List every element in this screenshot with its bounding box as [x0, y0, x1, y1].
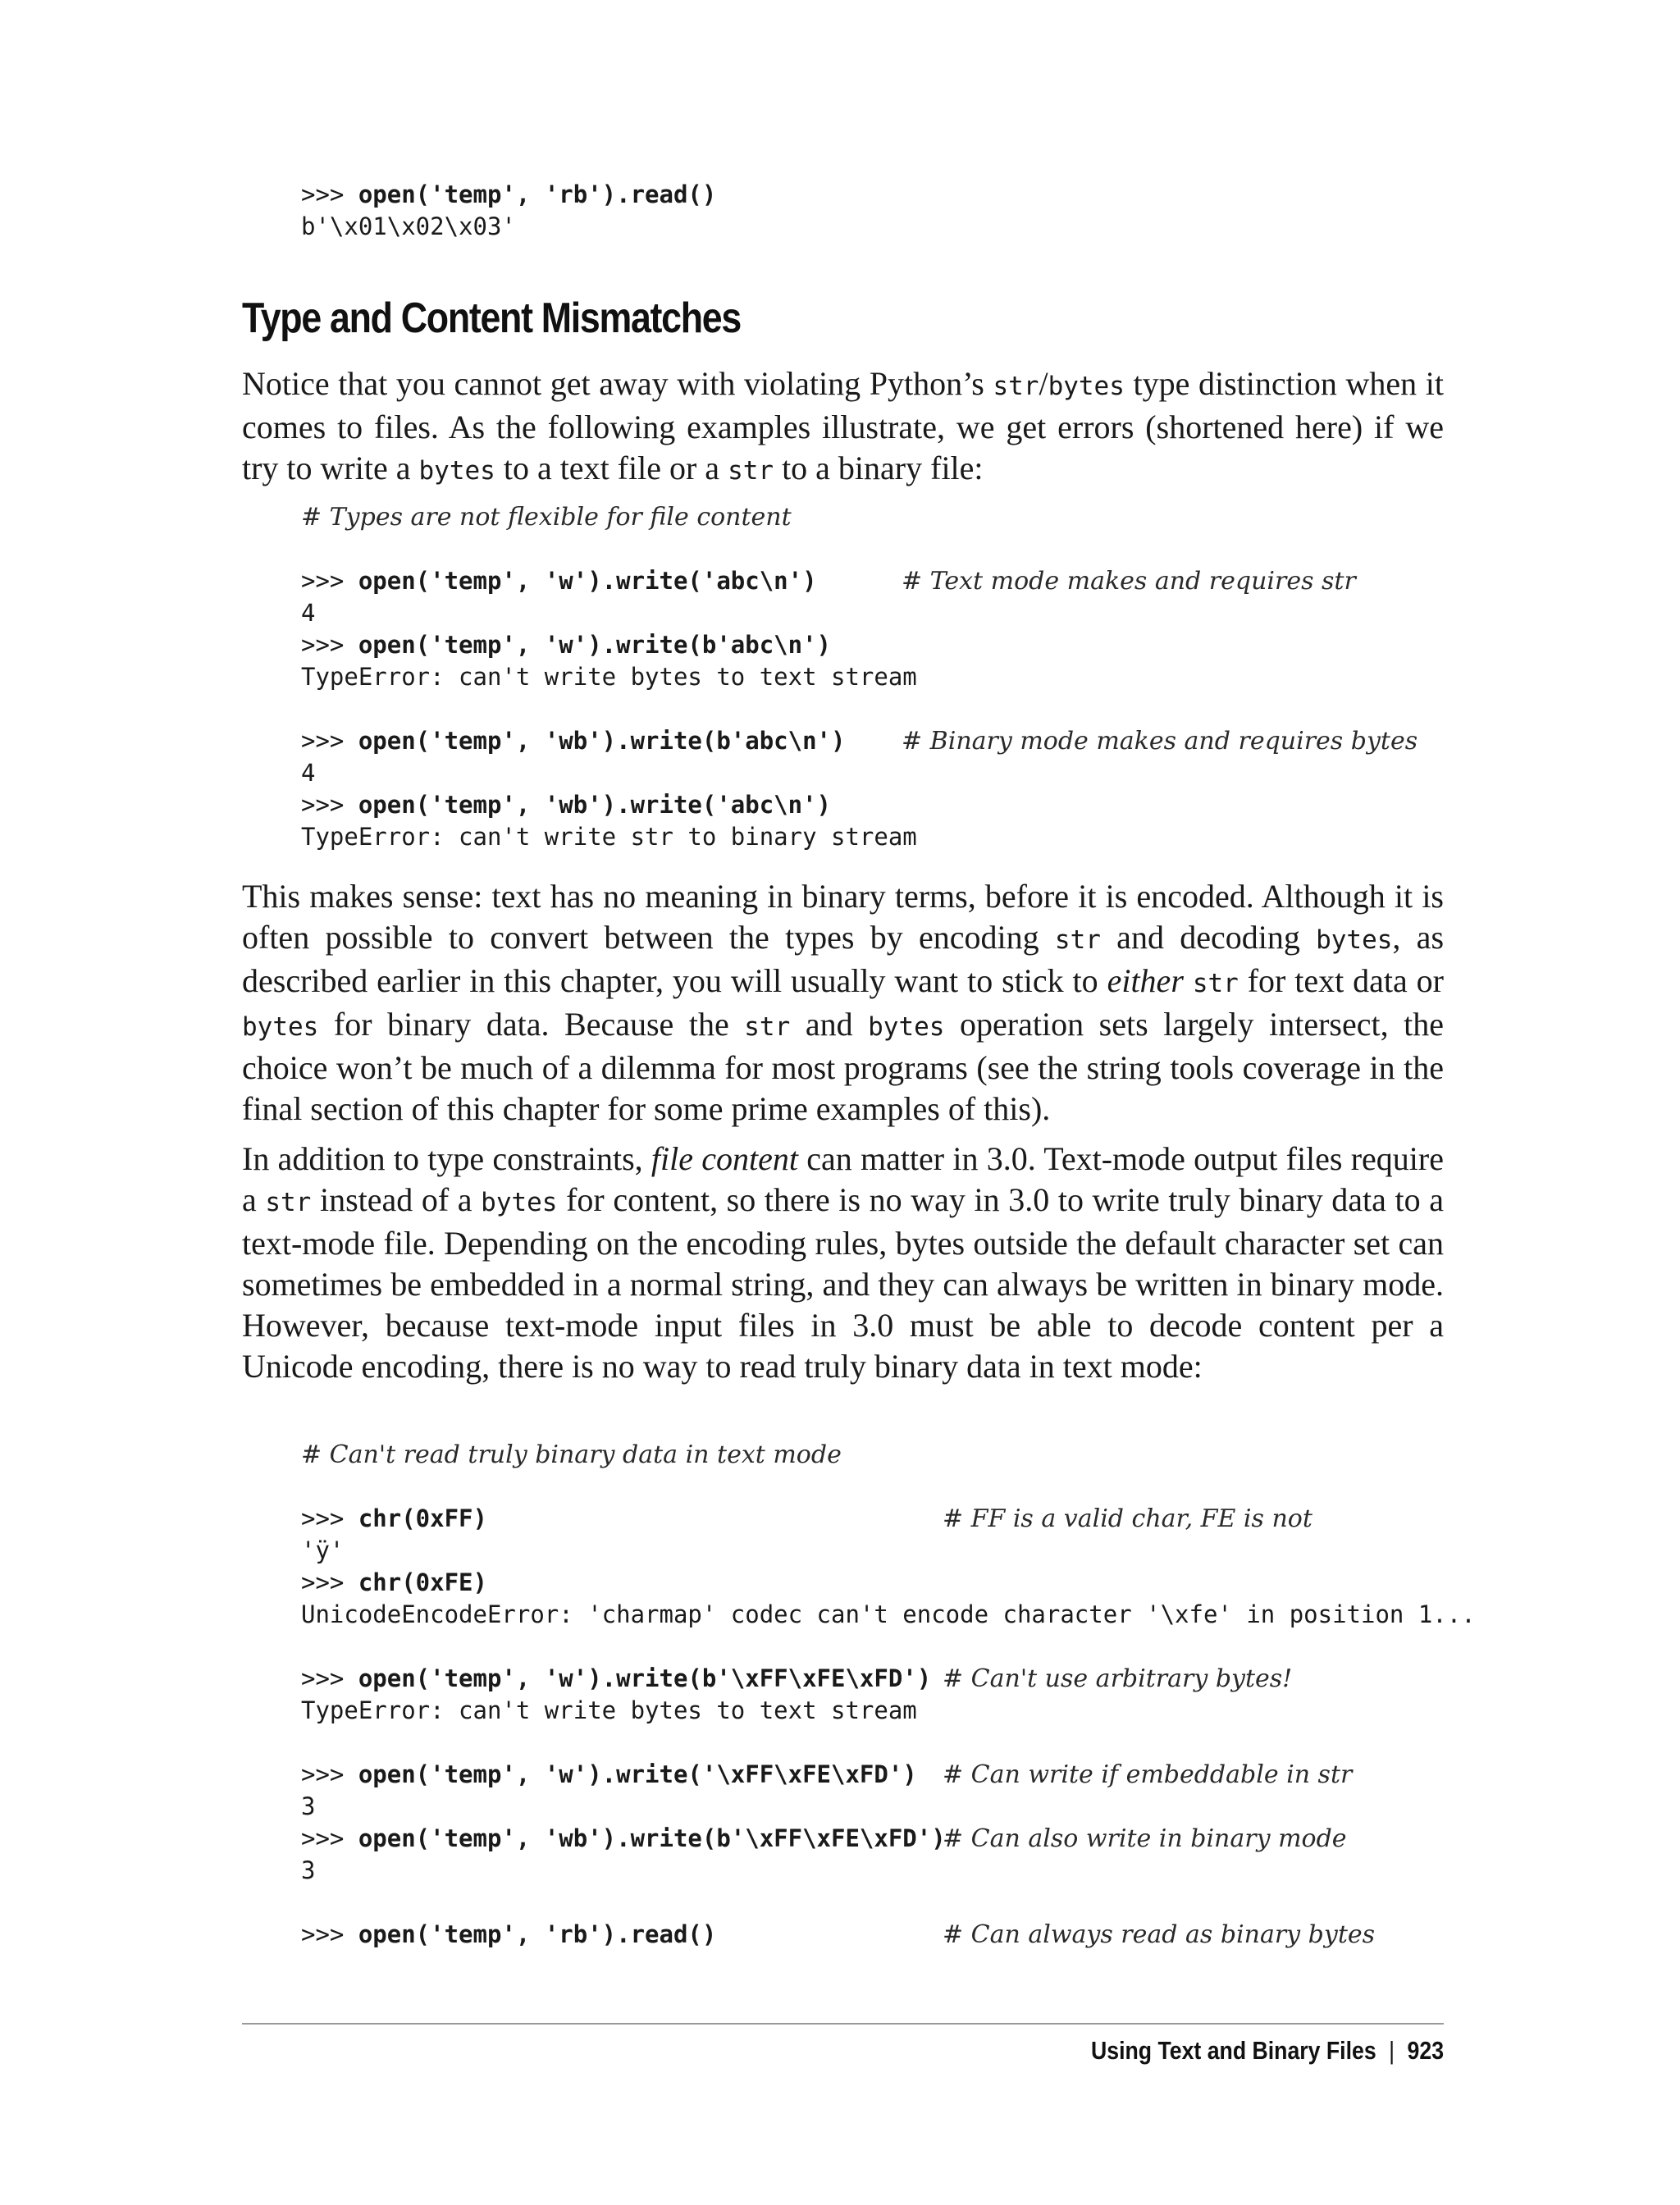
code-line [301, 1663, 1476, 1695]
inline-code: str [265, 1188, 312, 1217]
code-prompt: >>> [301, 631, 358, 659]
code-line [301, 1855, 1476, 1887]
code-line [301, 757, 1418, 789]
code-line [301, 1823, 1476, 1855]
code-command: open('temp', 'wb').write(b'\xFF\xFE\xFD') [358, 1824, 946, 1852]
code-input [301, 725, 902, 757]
code-prompt: >>> [301, 791, 358, 819]
code-input [301, 1759, 943, 1791]
code-comment: # Text mode makes and requires str [902, 567, 1356, 596]
code-line [301, 821, 1418, 853]
text-run: operation sets largely intersect, the choice won’t be much of a dilemma for most programs (see the string tools coverage in the final section of this chapter for some prime examples of this). [242, 1006, 1444, 1127]
code-output: b'\x01\x02\x03' [301, 212, 516, 240]
code-comment: # FF is a valid char, FE is not [943, 1504, 1312, 1533]
code-line [301, 501, 1418, 533]
code-output: 3 [301, 1856, 316, 1884]
code-prompt: >>> [301, 1760, 358, 1788]
code-line [301, 629, 1418, 661]
text-run: instead of a [311, 1181, 482, 1218]
inline-code: bytes [1048, 372, 1125, 401]
code-line [301, 1567, 1476, 1599]
code-comment: # Can't read truly binary data in text mode [301, 1440, 842, 1469]
code-command: open('temp', 'rb').read() [358, 1920, 717, 1948]
paragraph-makes-sense [242, 876, 1444, 1130]
code-prompt: >>> [301, 1568, 358, 1596]
code-prompt: >>> [301, 1824, 358, 1852]
code-command: open('temp', 'rb').read() [358, 180, 717, 208]
text-run: and [790, 1006, 869, 1043]
inline-code: bytes [242, 1012, 319, 1042]
text-run: to a binary file: [774, 450, 984, 486]
inline-code: bytes [418, 456, 495, 486]
code-output: TypeError: can't write bytes to text stream [301, 663, 917, 691]
code-prompt: >>> [301, 1664, 358, 1692]
code-blank-line [301, 1887, 1476, 1919]
code-comment: # Binary mode makes and requires bytes [902, 727, 1418, 756]
code-output: 'ÿ' [301, 1536, 345, 1564]
inline-code: str [1192, 969, 1239, 998]
code-line [301, 1791, 1476, 1823]
code-line [301, 597, 1418, 629]
text-run: and decoding [1100, 919, 1317, 956]
code-blank-line [301, 533, 1418, 565]
code-line [301, 1919, 1476, 1951]
code-blank-line [301, 1471, 1476, 1503]
paragraph-file-content [242, 1139, 1444, 1387]
code-block-binary-text-mode [301, 1439, 1476, 1951]
text-run: for binary data. Because the [318, 1006, 745, 1043]
code-prompt: >>> [301, 180, 358, 208]
code-blank-line [301, 1631, 1476, 1663]
inline-code: bytes [868, 1012, 945, 1042]
code-command: open('temp', 'w').write('abc\n') [358, 567, 817, 595]
code-line [301, 1503, 1476, 1535]
code-output: TypeError: can't write bytes to text stream [301, 1696, 917, 1724]
code-input [301, 1503, 943, 1535]
code-output: 4 [301, 599, 316, 627]
code-command: open('temp', 'w').write('\xFF\xFE\xFD') [358, 1760, 917, 1788]
code-command: open('temp', 'w').write(b'abc\n') [358, 631, 832, 659]
code-input [301, 565, 902, 597]
inline-code: bytes [1316, 925, 1393, 955]
text-run: type distinction when it comes to files. As the following examples illustrate, we get errors (shortened here) if we try to write a [242, 365, 1444, 486]
text-run [1184, 962, 1193, 999]
text-run: for text data or [1238, 962, 1445, 999]
code-comment: # Can write if embeddable in str [943, 1760, 1353, 1789]
text-run: for content, so there is no way in 3.0 to write truly binary data to a text-mode file. Depending on the encoding rules, bytes outside the default character set can sometimes be embedded in a normal string, and they can always be written in binary mode. However, because text-mode input files in 3.0 must be able to decode content per a Unicode encoding, there is no way to read truly binary data in text mode: [242, 1181, 1444, 1385]
text-run: , as described earlier in this chapter, you will usually want to stick to [242, 919, 1445, 999]
code-command: open('temp', 'w').write(b'\xFF\xFE\xFD') [358, 1664, 932, 1692]
code-prompt: >>> [301, 1920, 358, 1948]
code-prompt: >>> [301, 1504, 358, 1532]
emphasis-text: file content [651, 1140, 798, 1177]
code-output: UnicodeEncodeError: 'charmap' codec can't encode character '\xfe' in position 1... [301, 1600, 1476, 1628]
code-command: chr(0xFE) [358, 1568, 487, 1596]
inline-code: bytes [481, 1188, 558, 1217]
code-line [301, 179, 716, 211]
code-output: 3 [301, 1792, 316, 1820]
page-number: 923 [1407, 2036, 1444, 2065]
section-heading: Type and Content Mismatches [242, 294, 741, 342]
text-run: / [1039, 365, 1048, 402]
paragraph-type-distinction [242, 363, 1444, 491]
code-comment: # Can also write in binary mode [943, 1824, 1347, 1853]
code-input [301, 789, 831, 821]
code-input [301, 629, 831, 661]
code-line [301, 565, 1418, 597]
code-line [301, 1695, 1476, 1727]
code-prompt: >>> [301, 567, 358, 595]
text-run: In addition to type constraints, [242, 1140, 651, 1177]
footer-rule [242, 2023, 1444, 2025]
inline-code: str [744, 1012, 791, 1042]
inline-code: str [728, 456, 774, 486]
code-line [301, 211, 716, 243]
code-block-top [301, 179, 716, 243]
text-run: Notice that you cannot get away with violating Python’s [242, 365, 993, 402]
code-output: TypeError: can't write str to binary stream [301, 823, 917, 851]
footer-separator: | [1389, 2036, 1395, 2065]
code-blank-line [301, 1727, 1476, 1759]
inline-code: str [993, 372, 1039, 401]
inline-code: str [1054, 925, 1101, 955]
code-line [301, 1759, 1476, 1791]
code-comment: # Can always read as binary bytes [943, 1920, 1376, 1949]
code-prompt: >>> [301, 727, 358, 755]
code-output: 4 [301, 759, 316, 787]
code-input [301, 1823, 946, 1855]
running-footer-title: Using Text and Binary Files [1090, 2036, 1376, 2065]
code-command: chr(0xFF) [358, 1504, 487, 1532]
code-input [301, 1567, 487, 1599]
code-comment: # Types are not flexible for file content [301, 503, 792, 532]
page-footer [1091, 2036, 1444, 2066]
text-run: to a text file or a [495, 450, 728, 486]
code-blank-line [301, 693, 1418, 725]
code-line [301, 1599, 1476, 1631]
code-input [301, 1919, 943, 1951]
code-line [301, 789, 1418, 821]
code-line [301, 725, 1418, 757]
code-comment: # Can't use arbitrary bytes! [943, 1664, 1293, 1693]
code-line [301, 661, 1418, 693]
text-run: can matter in 3.0. Text-mode output files require a [242, 1140, 1444, 1218]
text-run: This makes sense: text has no meaning in binary terms, before it is encoded. Although it is often possible to convert between the types by encoding [242, 878, 1444, 956]
code-block-type-mismatch [301, 501, 1418, 853]
code-input [301, 179, 716, 211]
code-command: open('temp', 'wb').write('abc\n') [358, 791, 832, 819]
emphasis-text: either [1107, 962, 1184, 999]
code-line [301, 1439, 1476, 1471]
code-command: open('temp', 'wb').write(b'abc\n') [358, 727, 846, 755]
code-input [301, 1663, 943, 1695]
code-line [301, 1535, 1476, 1567]
